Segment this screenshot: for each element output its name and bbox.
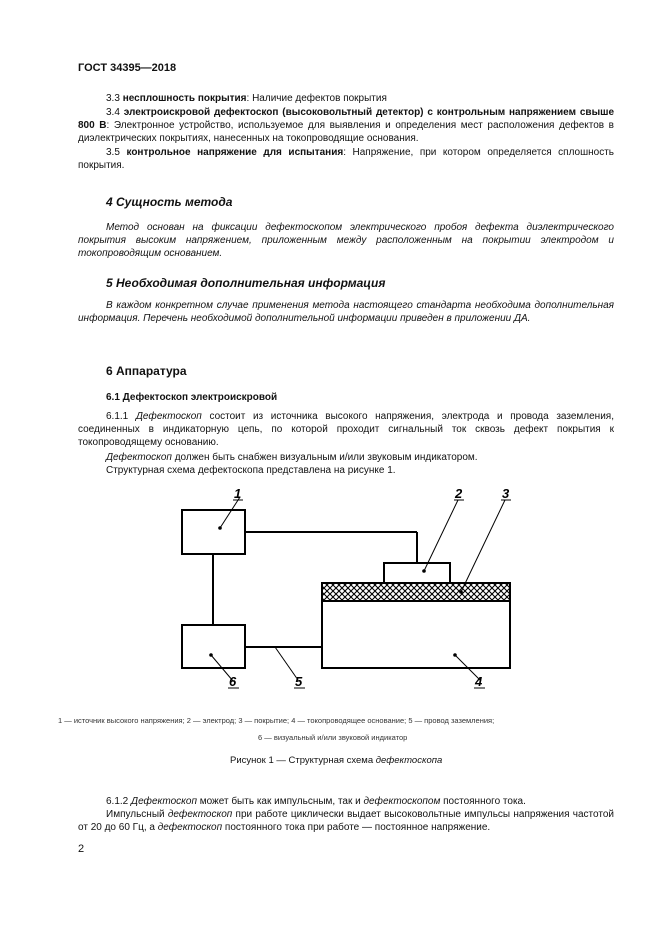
para-term: Дефектоскоп [131, 796, 197, 807]
figure-legend-line-1: 1 — источник высокого напряжения; 2 — электрод; 3 — покрытие; 4 — токопроводящее основание; 5 — провод заземления; [58, 716, 495, 725]
para-num: 6.1.1 [106, 411, 136, 422]
figure-caption [230, 755, 442, 766]
para-term: дефектоскоп [167, 809, 233, 820]
hv-source-box [182, 510, 245, 554]
para-text: состоит из источника высокого напряжения, электрода и провода заземления, соединенных в индикаторную цепь, по которой проходит сигнальный ток сквозь дефект покрытия к токопроводящему основанию. [78, 411, 614, 448]
leader-2 [424, 500, 458, 571]
def-num: 3.3 [106, 93, 120, 104]
paragraph-scheme-ref: Структурная схема дефектоскопа представлена на рисунке 1. [106, 465, 396, 476]
dot-2 [422, 569, 426, 573]
def-term: контрольное напряжение для испытания [126, 147, 344, 158]
figure-legend-line-2: 6 — визуальный и/или звуковой индикатор [258, 733, 408, 742]
subsection-title-text: 6.1 Дефектоскоп электроискровой [106, 392, 278, 403]
paragraph-6-1-2 [78, 795, 614, 808]
label-6: 6 [229, 674, 237, 689]
label-3: 3 [502, 486, 510, 501]
def-num: 3.4 [106, 107, 120, 118]
para-term: дефектоскоп [157, 822, 223, 833]
label-4: 4 [475, 674, 483, 689]
para-text: может быть как импульсным, так и [196, 796, 364, 807]
coating-layer [322, 583, 510, 601]
para-text: постоянного тока при работе — постоянное напряжение. [222, 822, 491, 833]
conductive-base-box [322, 601, 510, 668]
def-term: несплошность покрытия [122, 93, 247, 104]
section-4-title: 4 Сущность метода [106, 195, 233, 209]
dot-6 [209, 653, 213, 657]
dot-3 [459, 590, 463, 594]
label-1: 1 [234, 486, 242, 501]
page-number: 2 [78, 843, 85, 855]
def-term: электроискровой дефектоскоп (высоковольтный детектор) с контрольным напряжением свыше 800 В [78, 107, 615, 131]
section-4-text: Метод основан на фиксации дефектоскопом электрического пробоя дефекта диэлектрического покрытия высоким напряжением, приложенным между расположенным на покрытии электродом и токопроводящим основанием. [78, 222, 614, 259]
leader-3 [461, 500, 505, 592]
caption-term: дефектоскопа [375, 755, 443, 766]
caption-prefix: Рисунок 1 — Структурная схема [230, 755, 376, 766]
standard-header: ГОСТ 34395—2018 [78, 62, 177, 74]
section-5-title: 5 Необходимая дополнительная информация [106, 276, 386, 290]
para-term: Дефектоскоп [135, 411, 202, 422]
para-term: Дефектоскоп [106, 452, 172, 463]
def-text: : Напряжение, при котором определяется сплошность покрытия. [78, 147, 614, 171]
dot-1 [218, 526, 222, 530]
para-term: дефектоскопом [363, 796, 441, 807]
para-text: постоянного тока. [440, 796, 526, 807]
electrode-box [384, 563, 450, 583]
paragraph-impulse [78, 808, 614, 834]
def-text: : Наличие дефектов покрытия [246, 93, 387, 104]
dot-4 [453, 653, 457, 657]
def-text: : Электронное устройство, используемое для выявления и определения мест расположения дефектов в диэлектрических покрытиях, нанесенных на токопроводящие основания. [78, 120, 614, 144]
label-2: 2 [455, 486, 463, 501]
para-text: при работе циклически выдает высоковольтные импульсы напряжения частотой от 20 до 60 Гц, а [78, 809, 614, 833]
section-6-title: 6 Аппаратура [106, 364, 187, 378]
indicator-box [182, 625, 245, 668]
leader-1 [220, 497, 240, 528]
para-text: должен быть снабжен визуальным и/или звуковым индикатором. [171, 452, 478, 463]
label-5: 5 [295, 674, 303, 689]
section-5-text: В каждом конкретном случае применения метода настоящего стандарта необходима дополнительная информация. Перечень необходимой дополнительной информации приведен в приложении ДА. [78, 300, 614, 324]
para-num: 6.1.2 [106, 796, 132, 807]
def-num: 3.5 [106, 147, 120, 158]
para-text: Импульсный [106, 809, 168, 820]
